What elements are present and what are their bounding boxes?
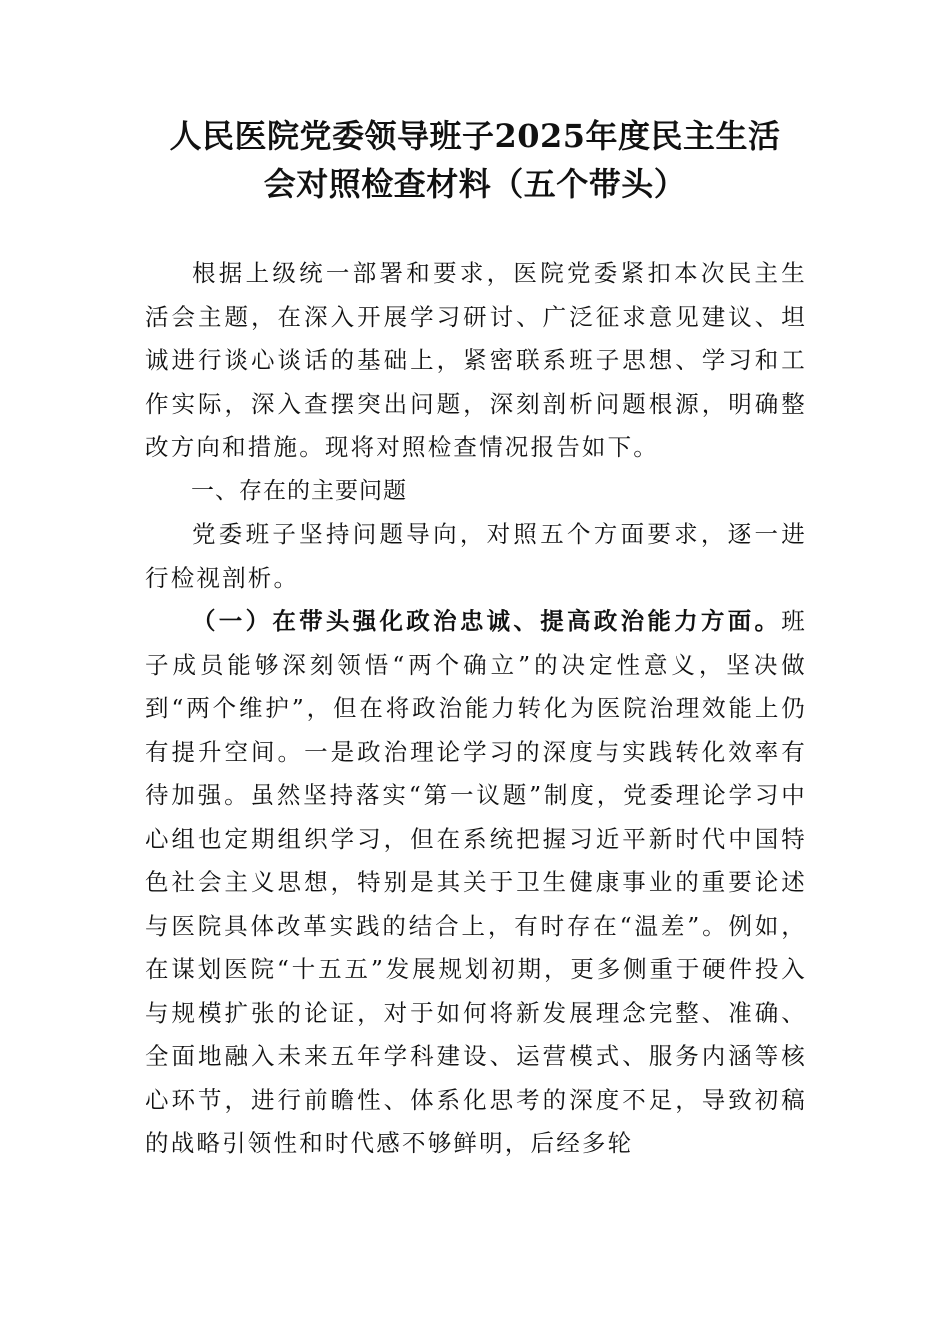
section-1-intro-paragraph: 党委班子坚持问题导向，对照五个方面要求，逐一进行检视剖析。 — [145, 520, 807, 592]
item-1-body: 班子成员能够深刻领悟“两个确立”的决定性意义，坚决做到“两个维护”，但在将政治能力转化为医院治理效能上仍有提升空间。一是政治理论学习的深度与实践转化效率有待加强。虽然坚持落实“第一议题”制度，党委理论学习中心组也定期组织学习，但在系统把握习近平新时代中国特色社会主义思想，特别是其关于卫生健康事业的重要论述与医院具体改革实践的结合上，有时存在“温差”。例如，在谋划医院“十五五”发展规划初期，更多侧重于硬件投入与规模扩张的论证，对于如何将新发展理念完整、准确、全面地融入未来五年学科建设、运营模式、服务内涵等核心环节，进行前瞻性、体系化思考的深度不足，导致初稿的战略引领性和时代感不够鲜明，后经多轮 — [145, 607, 807, 1157]
title-line-2: 会对照检查材料（五个带头） — [263, 165, 687, 203]
item-1-paragraph — [145, 600, 807, 1166]
title-line-1: 人民医院党委领导班子2025年度民主生活 — [169, 117, 781, 155]
document-title — [120, 112, 830, 208]
item-1-lead: （一）在带头强化政治忠诚、提高政治能力方面。 — [192, 607, 782, 635]
intro-paragraph: 根据上级统一部署和要求，医院党委紧扣本次民主生活会主题，在深入开展学习研讨、广泛征求意见建议、坦诚进行谈心谈话的基础上，紧密联系班子思想、学习和工作实际，深入查摆突出问题，深刻剖析问题根源，明确整改方向和措施。现将对照检查情况报告如下。 — [145, 259, 807, 461]
document-body — [145, 252, 807, 1166]
section-heading-1: 一、存在的主要问题 — [191, 477, 407, 504]
